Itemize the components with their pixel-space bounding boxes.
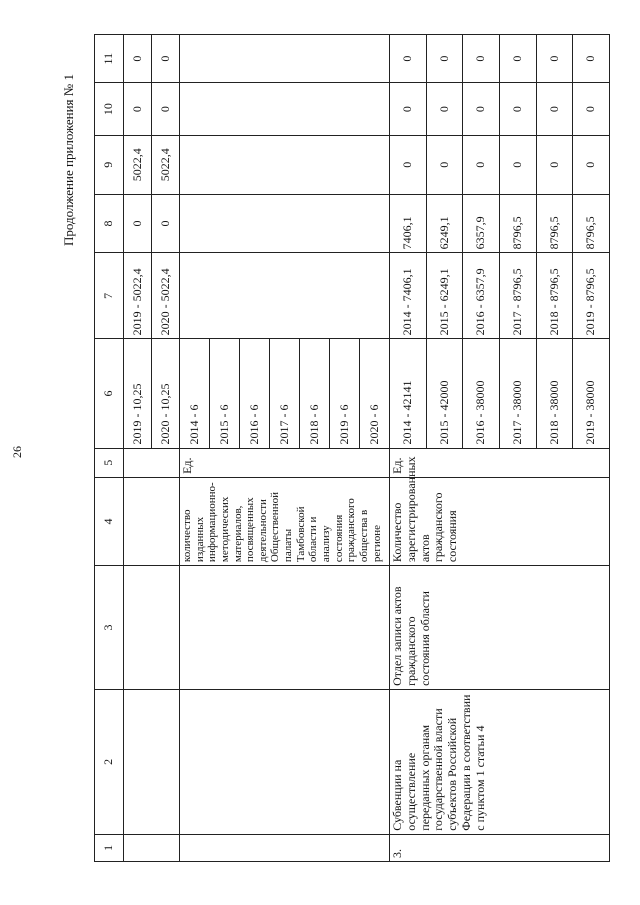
cell-indicator xyxy=(124,477,180,565)
cell-funding-total xyxy=(180,253,390,339)
cell-col9 xyxy=(124,135,180,194)
value: 2020 - 10,25 xyxy=(157,383,172,445)
cell-col10 xyxy=(180,83,390,135)
cell-indicator: Количество зарегистрированных актов гражданского состояния xyxy=(390,477,610,565)
value: 0 xyxy=(390,35,427,82)
value: 8796,5 xyxy=(537,195,574,253)
cell-col11 xyxy=(124,35,180,83)
cell-col8 xyxy=(390,194,610,253)
value: 2020 - 6 xyxy=(366,404,381,445)
header-cell: 1 xyxy=(95,834,124,861)
value: 2014 - 6 xyxy=(180,339,210,447)
value: 2019 - 8796,5 xyxy=(583,268,598,336)
value: 2017 - 6 xyxy=(270,339,300,447)
header-cell: 5 xyxy=(95,448,124,477)
value: 2015 - 6249,1 xyxy=(427,253,464,338)
value: 2019 - 10,25 xyxy=(124,339,152,447)
appendix-caption: Продолжение приложения № 1 xyxy=(61,74,76,246)
cell-name xyxy=(124,689,180,834)
cell-num: 3. xyxy=(390,834,610,861)
page-number: 26 xyxy=(10,446,24,458)
cell-unit: Ед. xyxy=(390,448,610,477)
value: 2019 - 6 xyxy=(330,339,360,447)
cell-col11 xyxy=(390,35,610,83)
value: 2018 - 6 xyxy=(300,339,330,447)
header-cell: 11 xyxy=(95,35,124,83)
program-table xyxy=(94,34,610,862)
cell-target xyxy=(390,339,610,448)
header-cell: 3 xyxy=(95,566,124,690)
value: 0 xyxy=(583,55,598,62)
value: 0 xyxy=(537,83,574,134)
value: 2018 - 8796,5 xyxy=(537,253,574,338)
value: 0 xyxy=(157,55,172,62)
value: 0 xyxy=(463,136,500,194)
cell-executor xyxy=(180,566,390,690)
cell-indicator: количество изданных информационно-методических материалов, посвященных деятельности Общественной палаты Тамбовской области и анализу состояния гражданского общества в регионе xyxy=(180,477,390,565)
value: 0 xyxy=(427,83,464,134)
value: 0 xyxy=(500,136,537,194)
header-cell: 8 xyxy=(95,194,124,253)
header-cell: 10 xyxy=(95,83,124,135)
value: 0 xyxy=(427,35,464,82)
value: 2020 - 5022,4 xyxy=(157,268,172,336)
value: 0 xyxy=(500,35,537,82)
value: 2014 - 42141 xyxy=(390,339,427,447)
cell-unit: Ед. xyxy=(180,448,390,477)
cell-executor xyxy=(124,566,180,690)
value: 2015 - 6 xyxy=(210,339,240,447)
header-cell: 6 xyxy=(95,339,124,448)
header-cell: 9 xyxy=(95,135,124,194)
value: 6249,1 xyxy=(427,195,464,253)
cell-col9 xyxy=(180,135,390,194)
value: 2019 - 5022,4 xyxy=(124,253,152,338)
value: 2016 - 6 xyxy=(240,339,270,447)
value: 2019 - 38000 xyxy=(583,380,598,445)
cell-target xyxy=(180,339,390,448)
value: 5022,4 xyxy=(157,148,172,182)
header-row xyxy=(95,35,124,862)
cell-funding-total xyxy=(390,253,610,339)
value: 5022,4 xyxy=(124,136,152,194)
value: 2017 - 38000 xyxy=(500,339,537,447)
value: 2017 - 8796,5 xyxy=(500,253,537,338)
value: 0 xyxy=(463,35,500,82)
table-row xyxy=(180,35,390,862)
cell-unit xyxy=(124,448,180,477)
value: 0 xyxy=(537,35,574,82)
table-row xyxy=(390,35,610,862)
value: 2016 - 38000 xyxy=(463,339,500,447)
value: 0 xyxy=(390,83,427,134)
value: 8796,5 xyxy=(500,195,537,253)
value: 0 xyxy=(537,136,574,194)
value: 0 xyxy=(463,83,500,134)
value: 0 xyxy=(157,220,172,227)
cell-col8 xyxy=(180,194,390,253)
value: 0 xyxy=(157,106,172,113)
value: 0 xyxy=(500,83,537,134)
cell-col10 xyxy=(124,83,180,135)
value: 7406,1 xyxy=(390,195,427,253)
cell-executor: Отдел записи актов гражданского состояния области xyxy=(390,566,610,690)
cell-funding-total xyxy=(124,253,180,339)
cell-col9 xyxy=(390,135,610,194)
table-row xyxy=(124,35,180,862)
cell-col10 xyxy=(390,83,610,135)
table-frame xyxy=(94,34,640,858)
cell-num xyxy=(180,834,390,861)
cell-col8 xyxy=(124,194,180,253)
value: 0 xyxy=(427,136,464,194)
value: 0 xyxy=(390,136,427,194)
value: 2015 - 42000 xyxy=(427,339,464,447)
value: 6357,9 xyxy=(463,195,500,253)
cell-name: Субвенции на осуществление переданных органам государственной власти субъектов Российской Федерации в соответствии с пунктом 1 статьи 4 xyxy=(390,689,610,834)
value: 0 xyxy=(124,195,152,253)
value: 2016 - 6357,9 xyxy=(463,253,500,338)
header-cell: 4 xyxy=(95,477,124,565)
table-rotator xyxy=(94,34,610,862)
value: 0 xyxy=(583,161,598,168)
value: 2014 - 7406,1 xyxy=(390,253,427,338)
cell-name xyxy=(180,689,390,834)
value: 2018 - 38000 xyxy=(537,339,574,447)
cell-num xyxy=(124,834,180,861)
cell-target xyxy=(124,339,180,448)
header-cell: 7 xyxy=(95,253,124,339)
cell-col11 xyxy=(180,35,390,83)
value: 0 xyxy=(583,106,598,113)
value: 0 xyxy=(124,83,152,134)
value: 0 xyxy=(124,35,152,82)
header-cell: 2 xyxy=(95,689,124,834)
value: 8796,5 xyxy=(583,216,598,250)
